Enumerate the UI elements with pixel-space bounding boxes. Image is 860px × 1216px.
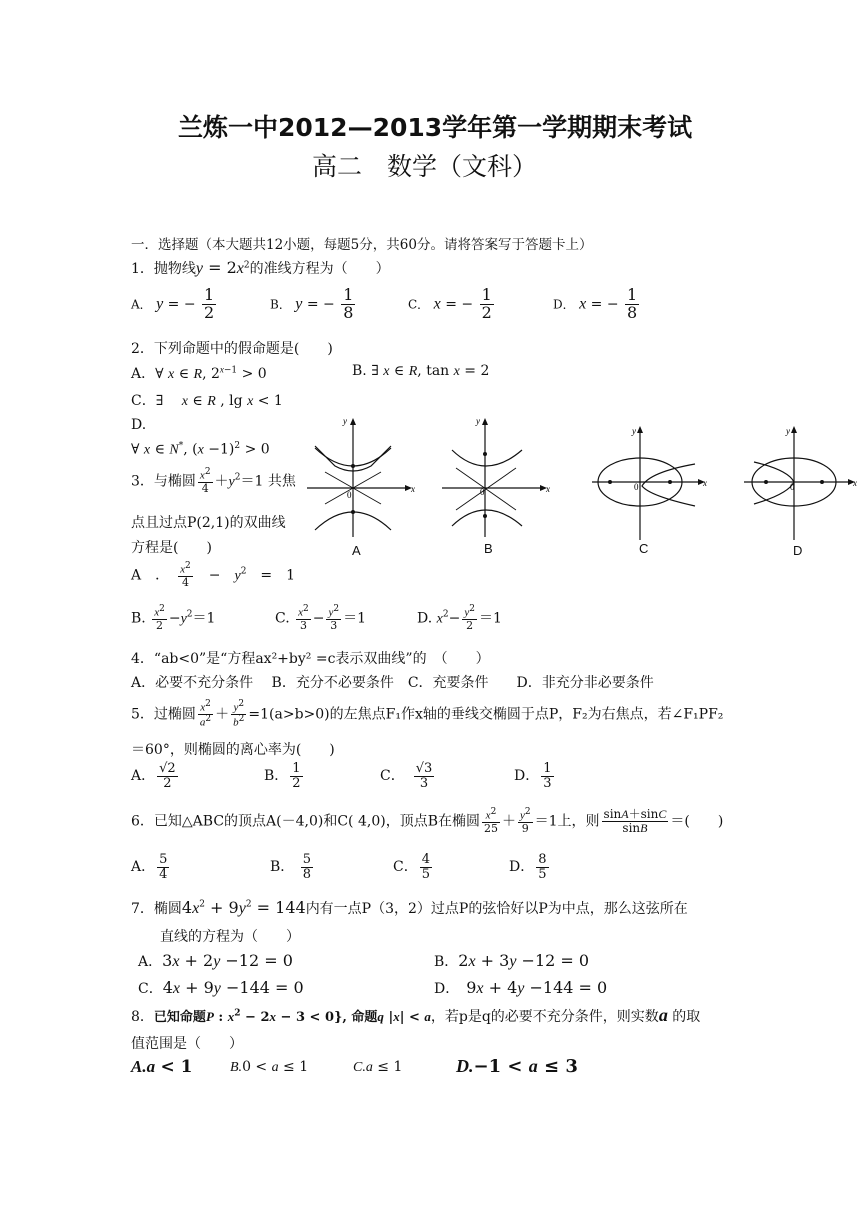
q2-option-b: B. ∃ x ∈ R, tan x = 2 xyxy=(352,363,490,379)
q8-option-a: A.a < 1 xyxy=(131,1057,193,1077)
q7-option-d: D． 9x + 4y −144 = 0 xyxy=(434,978,608,997)
q1-stem-post: 的准线方程为（ ） xyxy=(249,261,390,277)
question-5-line1: 5．过椭圆 $\frac{x^2}{a^2}$ ＋ $\frac{y^2}{b^2}$ =1(a>b>0)的左焦点F₁作x轴的垂线交椭圆于点P，F₂为右焦点，若∠F₁PF₂ xyxy=(131,699,724,729)
q2-option-c: C．∃ x ∈ R , lg x < 1 xyxy=(131,393,283,409)
svg-text:y: y xyxy=(786,426,790,436)
graph-label-d: D xyxy=(793,543,803,558)
q1-option-c: C． x = − $\frac{1}{2}$ xyxy=(408,285,492,322)
q6-option-a: A． $\frac{5}{4}$ xyxy=(131,852,168,882)
q3-graph-c xyxy=(590,420,710,545)
q2-option-a: A．∀ x ∈ R, $2^{x-1} > 0$ xyxy=(131,364,267,382)
q7-option-c: C．4x + 9y −144 = 0 xyxy=(138,978,304,997)
q5-option-c: C． $\frac{√3}{3}$ xyxy=(380,761,433,791)
svg-text:x: x xyxy=(853,478,857,488)
q1-option-b: B． y = − $\frac{1}{8}$ xyxy=(270,285,354,322)
exam-title: 兰炼一中2012—2013学年第一学期期末考试 xyxy=(178,113,693,142)
question-7-line2: 直线的方程为（ ） xyxy=(160,929,300,945)
q8-option-d: D.−1 < a ≤ 3 xyxy=(456,1056,578,1077)
graph-label-b: B xyxy=(484,541,493,556)
q6-option-b: B． $\frac{5}{8}$ xyxy=(270,852,312,882)
svg-text:y: y xyxy=(632,426,636,436)
graph-label-a: A xyxy=(352,543,361,558)
q3-option-b: B. $\frac{x^2}{2}$ $-y^2=1$ xyxy=(131,604,216,633)
q6-option-d: D． $\frac{8}{5}$ xyxy=(509,852,547,882)
question-3-line3: 方程是( ) xyxy=(131,540,212,556)
q3-option-d: D. $x^2-$ $\frac{y^2}{2}$ ＝1 xyxy=(417,604,502,633)
question-7-line1: 7．椭圆$4x^2 + 9y^2 = 144$内有一点P（3，2）过点P的弦恰好以P为中点，那么这弦所在 xyxy=(131,898,688,917)
q7-option-a: A．3x + 2y −12 = 0 xyxy=(138,951,293,970)
q2-option-d: ∀ x ∈ N*, $(x -1)^2 > 0$ xyxy=(131,441,270,458)
q4-options: A．必要不充分条件 B．充分不必要条件 C．充要条件 D．非充分非必要条件 xyxy=(131,675,654,691)
q5-option-d: D． $\frac{1}{3}$ xyxy=(514,761,552,791)
section-heading: 一．选择题（本大题共12小题，每题5分，共60分。请将答案写于答题卡上） xyxy=(131,237,593,253)
question-8-line2: 值范围是（ ） xyxy=(131,1036,243,1052)
q3-option-c: C. $\frac{x^2}{3}$ − $\frac{y^2}{3}$ ＝1 xyxy=(275,604,367,633)
q1-stem-pre: 1．抛物线 xyxy=(131,261,196,277)
q1-option-d: D． x = − $\frac{1}{8}$ xyxy=(553,285,638,322)
svg-text:x: x xyxy=(546,484,550,494)
question-6: 6．已知△ABC的顶点A(－4,0)和C( 4,0)，顶点B在椭圆 $\frac{x^2}{25}$ ＋ $\frac{y^2}{9}$ ＝1上，则 $\frac{\sin A+\sin C}{\sin B}$ ＝( ) xyxy=(131,807,724,836)
q5-option-a: A． $\frac{√2}{2}$ xyxy=(131,761,176,791)
exam-subtitle: 高二 数学（文科） xyxy=(312,152,538,181)
question-4: 4．“ab<0”是“方程ax²+by² =c表示双曲线”的 （ ） xyxy=(131,651,490,667)
graph-label-c: C xyxy=(639,541,649,556)
q2-option-d-label: D. xyxy=(131,417,147,433)
question-3-line1: 3．与椭圆 $\frac{x^2}{4}$ $+y^2=1$ 共焦 xyxy=(131,467,296,496)
q3-option-a: A ． $\frac{x^2}{4}$ − $y^2$ = 1 xyxy=(131,561,296,590)
svg-text:0: 0 xyxy=(347,490,352,500)
question-3-line2: 点且过点P(2,1)的双曲线 xyxy=(131,515,286,531)
svg-text:x: x xyxy=(703,478,707,488)
q3-graph-a xyxy=(305,412,420,542)
q6-option-c: C． $\frac{4}{5}$ xyxy=(393,852,430,882)
svg-text:0: 0 xyxy=(480,487,485,497)
q5-option-b: B． $\frac{1}{2}$ xyxy=(264,761,301,791)
q8-option-b: B.0 < a ≤ 1 xyxy=(230,1059,309,1075)
q1-option-a: A． y = − $\frac{1}{2}$ xyxy=(131,285,215,322)
q3-graph-d xyxy=(742,420,860,545)
svg-text:x: x xyxy=(411,484,415,494)
svg-text:0: 0 xyxy=(634,482,639,492)
svg-text:y: y xyxy=(476,416,480,426)
q7-option-b: B．2x + 3y −12 = 0 xyxy=(434,951,590,970)
question-1: 1．抛物线$y = 2x^2$的准线方程为（ ） xyxy=(131,258,390,277)
q3-graph-b xyxy=(440,412,555,542)
svg-text:0: 0 xyxy=(790,482,795,492)
svg-text:y: y xyxy=(343,416,347,426)
question-2: 2．下列命题中的假命题是( ) xyxy=(131,341,333,357)
question-8-line1: 8．已知命题P : $x^2 - 2x - 3 < 0$}, 命题q |x| < a，若p是q的必要不充分条件，则实数a 的取 xyxy=(131,1005,701,1025)
q8-option-c: C.a ≤ 1 xyxy=(353,1059,403,1075)
question-5-line2: ＝60°，则椭圆的离心率为( ) xyxy=(131,742,335,758)
